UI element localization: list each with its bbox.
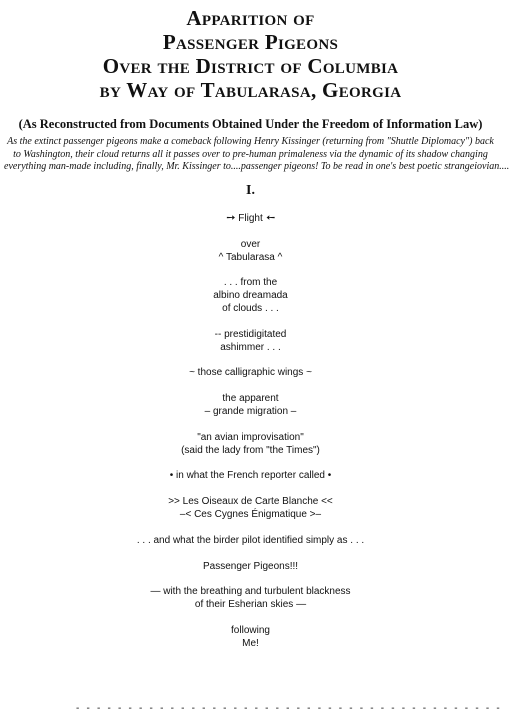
stanza-7 (0, 432, 501, 458)
poem-line: • in what the French reporter called • (169, 470, 332, 482)
stanza-11 (0, 561, 501, 574)
section-number: I. (246, 183, 255, 198)
poem-line: Me! (242, 637, 259, 649)
poem-title (0, 6, 501, 102)
poem-line: — with the breathing and turbulent blackness (150, 586, 351, 598)
right-arrow-icon: ➙ (226, 212, 236, 224)
poem-line: following (231, 624, 270, 636)
poem-line: Passenger Pigeons!!! (202, 560, 299, 572)
intro-line-3: everything man-made including, finally, Mr. Kissinger to....passenger pigeons! To be read in one's best poetic strangeiovian.... (4, 161, 509, 172)
poem-line: . . . from the (223, 277, 278, 289)
poem-line: >> Les Oiseaux de Carte Blanche << (168, 496, 333, 508)
poem-line: of their Esherian skies — (194, 599, 307, 611)
title-line-1: Apparition of (186, 6, 315, 30)
subtitle: (As Reconstructed from Documents Obtained Under the Freedom of Information Law) (18, 117, 483, 131)
stanza-8 (0, 470, 501, 483)
poem-line: the apparent (222, 393, 279, 405)
flight-word: Flight (238, 213, 263, 224)
stanza-flight (0, 212, 501, 226)
intro-line-1: As the extinct passenger pigeons make a comeback following Henry Kissinger (returning from "Shuttle Diplomacy") back (7, 136, 494, 147)
stanza-6 (0, 393, 501, 419)
poem-line: ashimmer . . . (220, 341, 281, 353)
poem-line: ^ Tabularasa ^ (218, 251, 283, 263)
title-line-2: Passenger Pigeons (162, 30, 339, 54)
intro-note (4, 136, 509, 174)
dashed-divider: - - - - - - - - - - - - - - - - - - - - - - - - - - - - - - - - - - - - - - - - - (76, 703, 502, 714)
stanza-9 (0, 496, 501, 522)
intro-line-2: to Washington, their cloud returns all it passes over to pre-human primaleness via the dynamic of its shadow changing (13, 148, 488, 160)
poem-line: of clouds . . . (222, 302, 279, 314)
poem-line: albino dreamada (213, 290, 288, 302)
poem-line: (said the lady from "the Times") (181, 444, 320, 456)
poem-line: "an avian improvisation" (197, 431, 304, 443)
stanza-4 (0, 329, 501, 355)
left-arrow-icon: ➙ (265, 212, 275, 224)
poem-line: –< Ces Cygnes Énigmatique >– (179, 508, 322, 520)
stanza-2 (0, 239, 501, 265)
stanza-12 (0, 586, 501, 612)
stanza-13 (0, 625, 501, 651)
poem-line: over (240, 238, 261, 250)
stanza-10 (0, 535, 501, 548)
poem-line: -- prestidigitated (214, 328, 287, 340)
poem-body (0, 212, 501, 664)
stanza-5 (0, 367, 501, 380)
title-line-4: by Way of Tabularasa, Georgia (99, 78, 402, 102)
stanza-3 (0, 277, 501, 315)
poem-line: – grande migration – (204, 405, 297, 417)
title-line-3: Over the District of Columbia (102, 54, 399, 78)
poem-line: ~ those calligraphic wings ~ (189, 367, 312, 379)
poem-line: . . . and what the birder pilot identified simply as . . . (136, 534, 365, 546)
